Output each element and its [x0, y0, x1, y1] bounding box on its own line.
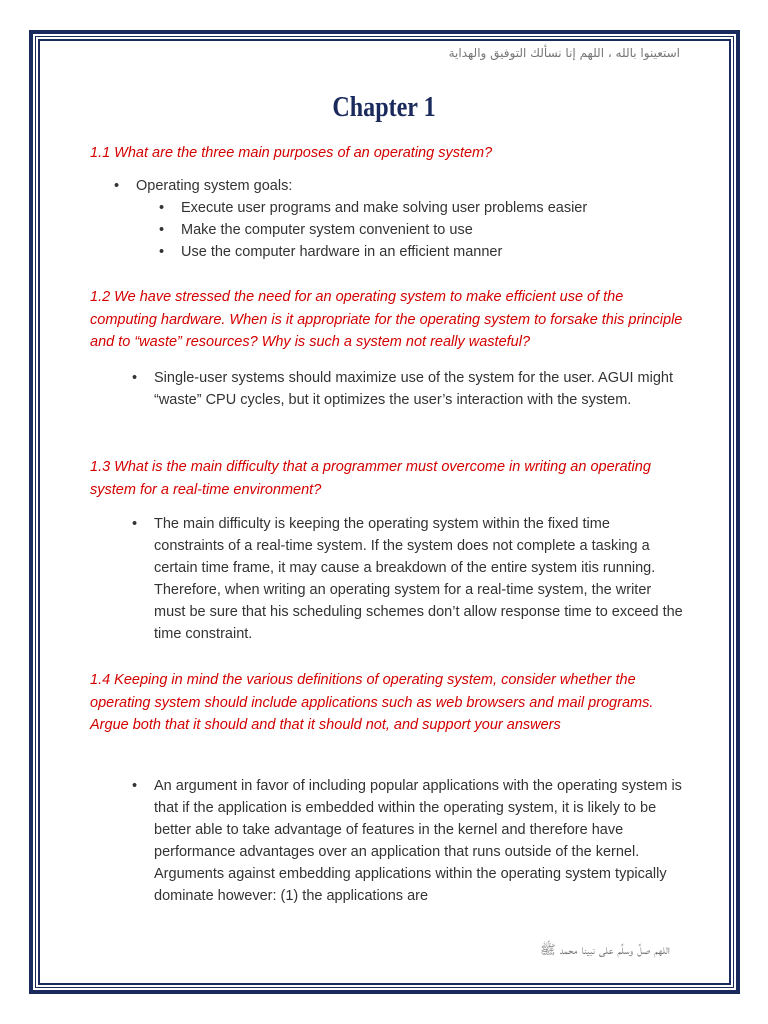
- header-arabic-text: استعينوا بالله ، اللهم إنا نسألك التوفيق والهداية: [448, 46, 680, 60]
- list-item: [159, 241, 696, 263]
- answer-1-3-text: The main difficulty is keeping the operating system within the fixed time constraints of a real-time system. If the system does not complete a tasking a certain time frame, it may cause a breakdown of the entire system itis running. Therefore, when writing an operating system for a real-time system, the writer must be sure that his scheduling schemes don’t allow response time to exceed the time constraint.: [154, 516, 683, 642]
- answer-1-1-sub-1: Execute user programs and make solving user problems easier: [181, 200, 588, 216]
- answer-1-2-text: Single-user systems should maximize use of the system for the user. AGUI might “waste” CPU cycles, but it optimizes the user’s interaction with the system.: [154, 370, 673, 408]
- answer-1-1-sub-3: Use the computer hardware in an efficient manner: [181, 244, 503, 260]
- list-item: [114, 175, 696, 197]
- answer-1-1: [114, 175, 696, 263]
- bullet-icon: •: [132, 778, 138, 794]
- list-item: [132, 367, 684, 411]
- answer-1-4: [132, 775, 684, 907]
- chapter-title: Chapter 1: [332, 92, 436, 123]
- list-item: [132, 513, 684, 645]
- bullet-icon: •: [159, 222, 165, 238]
- answer-1-1-main: Operating system goals:: [136, 178, 293, 194]
- answer-1-2: [132, 367, 684, 411]
- bullet-icon: •: [132, 516, 138, 532]
- list-item: [132, 775, 684, 907]
- bullet-icon: •: [159, 200, 165, 216]
- footer-arabic-text: اللهم صلِّ وسلِّم على نبينا محمد ﷺ: [540, 943, 670, 958]
- list-item: [159, 197, 696, 219]
- question-1-4: 1.4 Keeping in mind the various definitions of operating system, consider whether the operating system should include applications such as web browsers and mail programs. Argue both that it should and that it should not, and support your answers: [90, 672, 654, 733]
- list-item: [159, 219, 696, 241]
- bullet-icon: •: [159, 244, 165, 260]
- question-1-1: 1.1 What are the three main purposes of an operating system?: [90, 145, 493, 161]
- answer-1-1-sub-2: Make the computer system convenient to use: [181, 222, 473, 238]
- question-1-3: 1.3 What is the main difficulty that a programmer must overcome in writing an operating system for a real-time environment?: [90, 459, 651, 498]
- bullet-icon: •: [114, 178, 120, 194]
- answer-1-4-text: An argument in favor of including popular applications with the operating system is that if the application is embedded within the operating system, it is likely to be better able to take advantage of features in the kernel and therefore have performance advantages over an application that runs outside of the kernel. Arguments against embedding applications within the operating system typically dominate however: (1) the applications are: [154, 778, 682, 904]
- bullet-icon: •: [132, 370, 138, 386]
- answer-1-3: [132, 513, 684, 645]
- question-1-2: 1.2 We have stressed the need for an operating system to make efficient use of the computing hardware. When is it appropriate for the operating system to forsake this principle and to “waste” resources? Why is such a system not really wasteful?: [90, 289, 683, 350]
